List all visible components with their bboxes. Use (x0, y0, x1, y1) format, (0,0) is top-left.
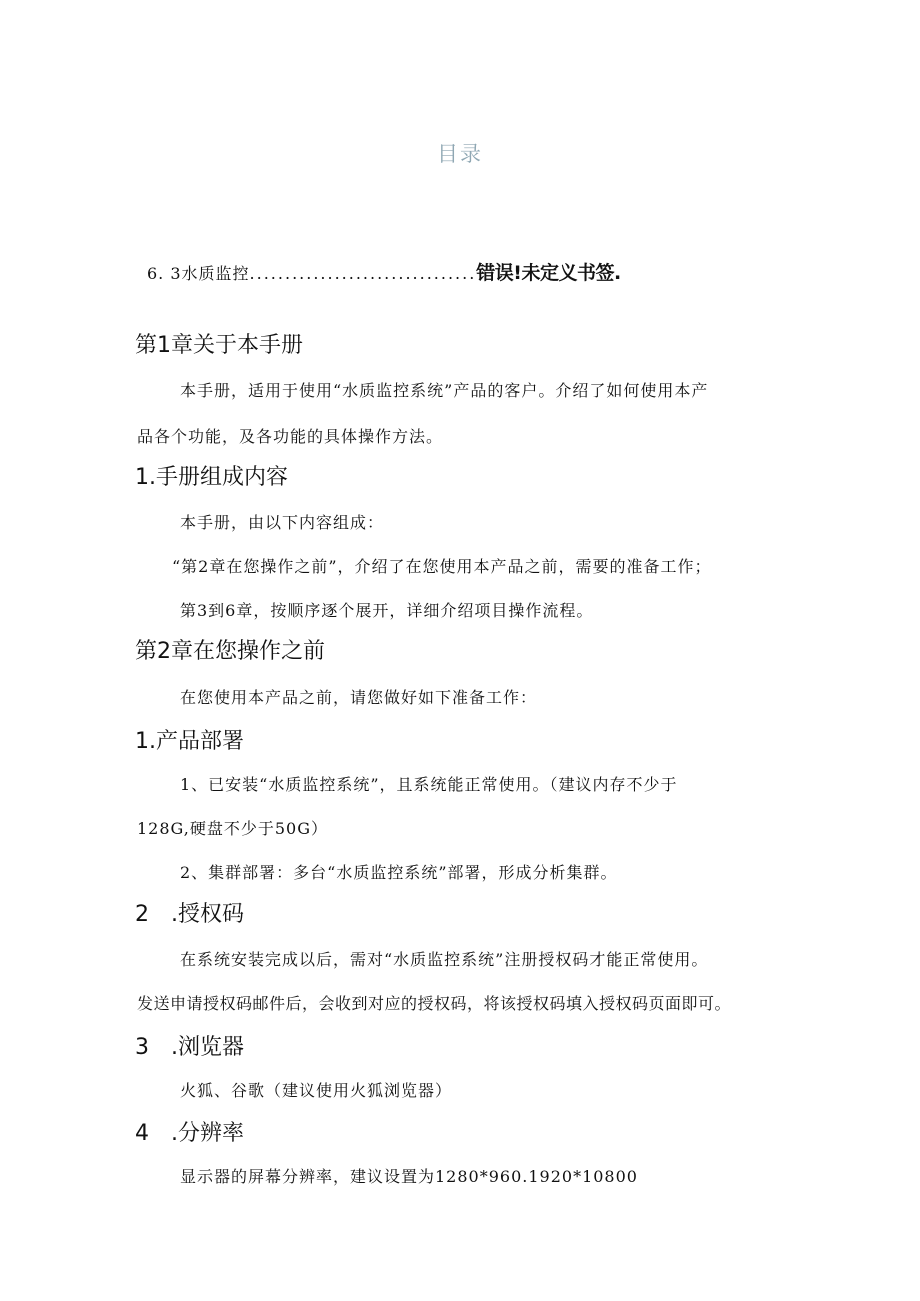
chapter1-heading: 第1章关于本手册 (135, 333, 303, 358)
chapter2-section1-item2: 2、集群部署：多台“水质监控系统”部署，形成分析集群。 (180, 863, 618, 882)
chapter2-section4-heading: 4 .分辨率 (135, 1121, 244, 1146)
toc-entry-error-text: 错误!未定义书签. (476, 262, 621, 284)
toc-entry[interactable] (147, 258, 747, 285)
chapter2-section1-heading: 1.产品部署 (135, 729, 244, 754)
chapter1-section1-line2: “第2章在您操作之前”，介绍了在您使用本产品之前，需要的准备工作； (172, 557, 712, 576)
chapter2-section2-line2: 发送申请授权码邮件后，会收到对应的授权码，将该授权码填入授权码页面即可。 (137, 994, 732, 1013)
toc-entry-number: 6. 3 (147, 264, 182, 283)
chapter2-section3-line1: 火狐、谷歌（建议使用火狐浏览器） (180, 1081, 453, 1100)
chapter1-section1-line3: 第3到6章，按顺序逐个展开，详细介绍项目操作流程。 (180, 601, 594, 620)
chapter1-para-line1: 本手册，适用于使用“水质监控系统”产品的客户。介绍了如何使用本产 (180, 381, 709, 400)
toc-entry-label: 水质监控 (181, 264, 250, 283)
chapter2-section1-item1-line2: 128G,硬盘不少于50G） (137, 819, 328, 838)
toc-entry-leader-dots: ................................ (249, 264, 477, 283)
chapter1-section1-heading: 1.手册组成内容 (135, 465, 288, 490)
chapter2-section3-heading: 3 .浏览器 (135, 1035, 244, 1060)
chapter1-para-line2: 品各个功能，及各功能的具体操作方法。 (137, 427, 444, 446)
chapter2-section2-heading: 2 .授权码 (135, 902, 244, 927)
chapter2-heading: 第2章在您操作之前 (135, 639, 325, 664)
chapter2-section2-line1: 在系统安装完成以后，需对“水质监控系统”注册授权码才能正常使用。 (180, 950, 709, 969)
chapter1-section1-line1: 本手册，由以下内容组成： (180, 513, 385, 532)
chapter2-section1-item1-line1: 1、已安装“水质监控系统”，且系统能正常使用。（建议内存不少于 (180, 775, 678, 794)
chapter2-intro: 在您使用本产品之前，请您做好如下准备工作： (180, 688, 538, 707)
chapter2-section4-line1: 显示器的屏幕分辨率，建议设置为1280*960.1920*10800 (180, 1167, 638, 1186)
toc-title: 目录 (437, 142, 483, 166)
